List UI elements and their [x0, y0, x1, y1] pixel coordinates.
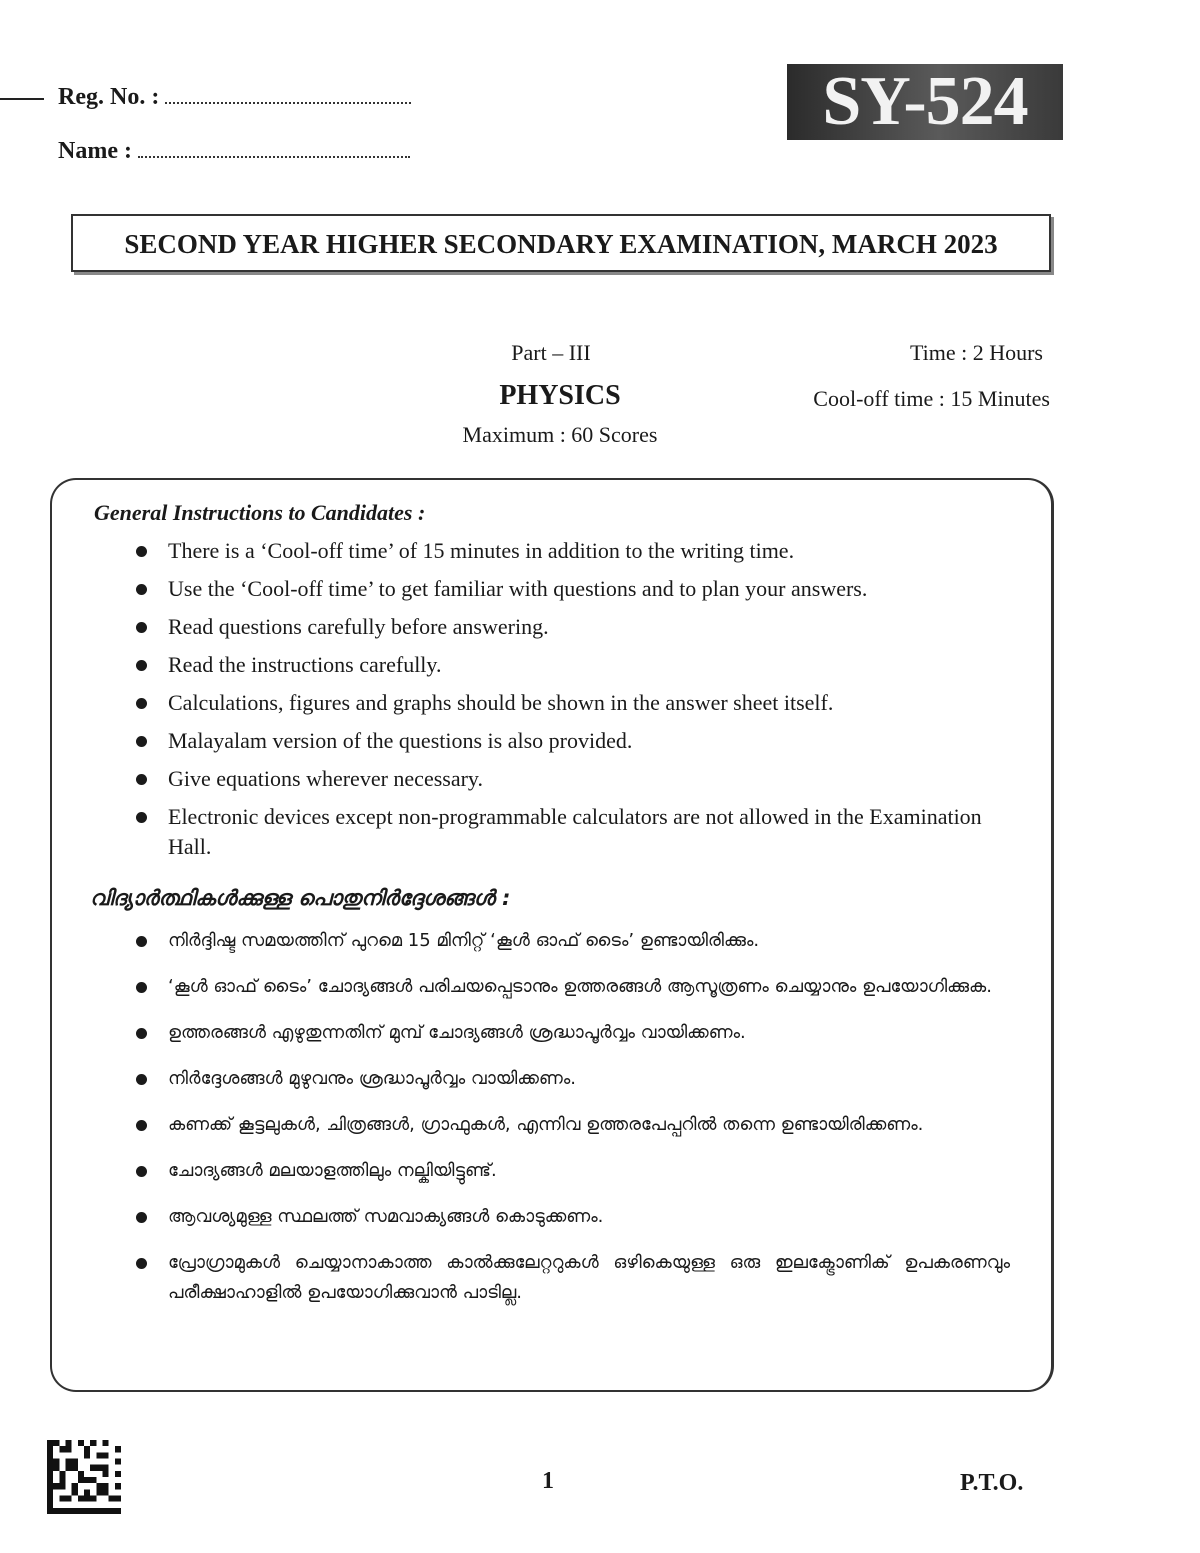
bullet-icon — [136, 1258, 147, 1269]
instruction-item: Use the ‘Cool-off time’ to get familiar with questions and to plan your answers. — [130, 574, 1010, 604]
bullet-icon — [136, 698, 147, 709]
reg-no-field — [58, 84, 411, 111]
instruction-item: Give equations wherever necessary. — [130, 764, 1010, 794]
max-score: Maximum : 60 Scores — [462, 422, 658, 447]
bullet-icon — [136, 622, 147, 633]
reg-no-label: Reg. No. : — [58, 84, 160, 110]
bullet-icon — [136, 546, 147, 557]
time-allowed: Time : 2 Hours — [909, 340, 1043, 365]
instruction-item-ml: നിർദ്ദേശങ്ങൾ മുഴുവനും ശ്രദ്ധാപൂർവ്വം വായിക്കണം. — [130, 1064, 1010, 1094]
bullet-icon — [136, 936, 147, 947]
instructions-heading-ml: വിദ്യാർത്ഥികൾക്കുള്ള പൊതുനിർദ്ദേശങ്ങൾ : — [90, 886, 511, 910]
bullet-icon — [136, 660, 147, 671]
instructions-list-ml — [130, 926, 1010, 1324]
bullet-icon — [136, 1074, 147, 1085]
part-label: Part – III — [511, 340, 591, 365]
paper-code-badge: SY-524 — [787, 64, 1063, 140]
instruction-item: Malayalam version of the questions is also provided. — [130, 726, 1010, 756]
instruction-item-ml: ആവശ്യമുള്ള സ്ഥലത്ത് സമവാക്യങ്ങൾ കൊടുക്കണം. — [130, 1202, 1010, 1232]
exam-title: SECOND YEAR HIGHER SECONDARY EXAMINATION, MARCH 2023 — [71, 214, 1051, 272]
pto-label: P.T.O. — [960, 1470, 1024, 1496]
instruction-item-ml: ‘കൂൾ ഓഫ് ടൈം’ ചോദ്യങ്ങൾ പരിചയപ്പെടാനും ഉത്തരങ്ങൾ ആസൂത്രണം ചെയ്യാനും ഉപയോഗിക്കുക. — [130, 972, 1010, 1002]
margin-dash — [0, 98, 44, 100]
bullet-icon — [136, 1120, 147, 1131]
datamatrix-barcode-icon — [47, 1440, 121, 1514]
page-number: 1 — [542, 1468, 554, 1494]
instructions-list-en — [130, 536, 1010, 870]
instruction-item-ml: ഉത്തരങ്ങൾ എഴുതുന്നതിന് മുമ്പ് ചോദ്യങ്ങൾ ശ്രദ്ധാപൂർവ്വം വായിക്കണം. — [130, 1018, 1010, 1048]
reg-no-blank[interactable] — [165, 84, 411, 104]
cool-off-time: Cool-off time : 15 Minutes — [813, 386, 1050, 411]
bullet-icon — [136, 736, 147, 747]
name-blank[interactable] — [138, 138, 410, 158]
bullet-icon — [136, 1028, 147, 1039]
instruction-item-ml: ചോദ്യങ്ങൾ മലയാളത്തിലും നല്കിയിട്ടുണ്ട്. — [130, 1156, 1010, 1186]
instruction-item-ml: നിർദ്ദിഷ്ട സമയത്തിന് പുറമെ 15 മിനിറ്റ് ‘കൂൾ ഓഫ് ടൈം’ ഉണ്ടായിരിക്കും. — [130, 926, 1010, 956]
name-label: Name : — [58, 138, 132, 164]
instruction-item: There is a ‘Cool-off time’ of 15 minutes in addition to the writing time. — [130, 536, 1010, 566]
bullet-icon — [136, 1166, 147, 1177]
instructions-heading-en: General Instructions to Candidates : — [94, 500, 426, 525]
bullet-icon — [136, 584, 147, 595]
instruction-item: Calculations, figures and graphs should be shown in the answer sheet itself. — [130, 688, 1010, 718]
instruction-item-ml: പ്രോഗ്രാമുകൾ ചെയ്യാനാകാത്ത കാൽക്കുലേറ്ററുകൾ ഒഴികെയുള്ള ഒരു ഇലക്ട്രോണിക് ഉപകരണവും പരീക്ഷാഹാളിൽ ഉപയോഗിക്കുവാൻ പാടില്ല. — [130, 1248, 1010, 1308]
instruction-item: Electronic devices except non-programmable calculators are not allowed in the Examination Hall. — [130, 802, 1010, 862]
subject-title: PHYSICS — [499, 380, 621, 411]
instruction-item: Read the instructions carefully. — [130, 650, 1010, 680]
bullet-icon — [136, 812, 147, 823]
bullet-icon — [136, 982, 147, 993]
bullet-icon — [136, 1212, 147, 1223]
name-field — [58, 138, 410, 165]
instruction-item-ml: കണക്ക് കൂട്ടലുകൾ, ചിത്രങ്ങൾ, ഗ്രാഫുകൾ, എന്നിവ ഉത്തരപേപ്പറിൽ തന്നെ ഉണ്ടായിരിക്കണം. — [130, 1110, 1010, 1140]
bullet-icon — [136, 774, 147, 785]
instruction-item: Read questions carefully before answering. — [130, 612, 1010, 642]
